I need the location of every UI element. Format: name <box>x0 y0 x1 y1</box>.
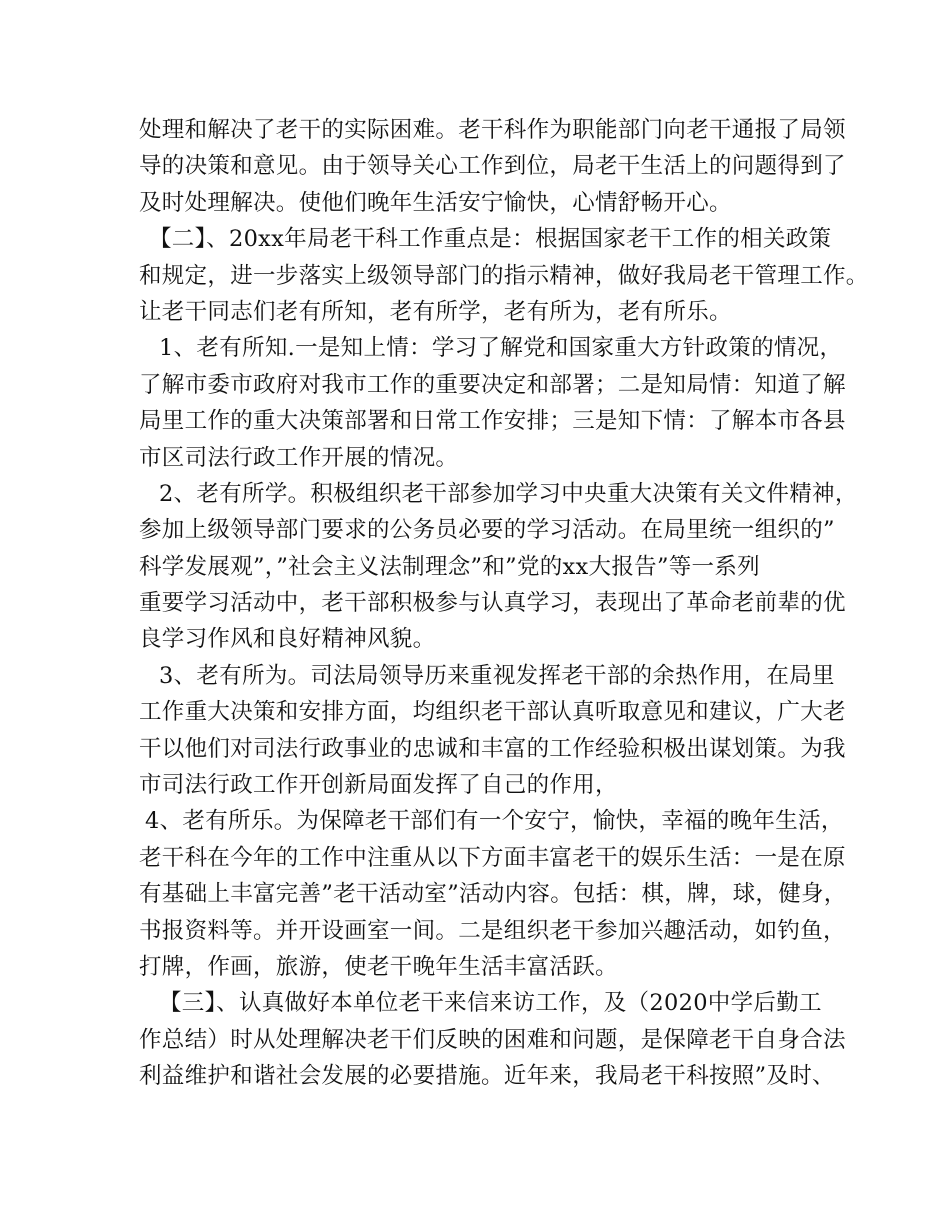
text-line: 老干科在今年的工作中注重从以下方面丰富老干的娱乐生活：一是在原 <box>139 844 846 871</box>
text-line: 干以他们对司法行政事业的忠诚和丰富的工作经验积极出谋划策。为我 <box>139 735 846 762</box>
list-item-line: 1、老有所知.一是知上情：学习了解党和国家重大方针政策的情况， <box>159 335 843 362</box>
text-line: 导的决策和意见。由于领导关心工作到位，局老干生活上的问题得到了 <box>139 153 846 180</box>
text-line: 工作重大决策和安排方面，均组织老干部认真听取意见和建议，广大老 <box>139 699 846 726</box>
list-item-line: 2、老有所学。积极组织老干部参加学习中央重大决策有关文件精神， <box>159 480 858 507</box>
text-line: 打牌，作画，旅游，使老干晚年生活丰富活跃。 <box>139 953 618 980</box>
text-line: 市司法行政工作开创新局面发挥了自己的作用， <box>139 772 618 799</box>
section-heading-line: 【二】、20xx年局老干科工作重点是：根据国家老干工作的相关政策 <box>149 226 832 253</box>
text-line: 利益维护和谐社会发展的必要措施。近年来，我局老干科按照”及时、 <box>139 1063 835 1090</box>
text-line: 局里工作的重大决策部署和日常工作安排；三是知下情：了解本市各县 <box>139 408 846 435</box>
section-heading-line: 【三】、认真做好本单位老干来信来访工作，及（2020中学后勤工 <box>159 990 822 1017</box>
text-line: 让老干同志们老有所知，老有所学，老有所为，老有所乐。 <box>139 298 732 325</box>
text-line: 市区司法行政工作开展的情况。 <box>139 444 459 471</box>
text-line: 良学习作风和良好精神风貌。 <box>139 626 436 653</box>
text-line: 作总结）时从处理解决老干们反映的困难和问题，是保障老干自身合法 <box>139 1026 846 1053</box>
text-line: 和规定，进一步落实上级领导部门的指示精神，做好我局老干管理工作。 <box>139 262 869 289</box>
list-item-line: 4、老有所乐。为保障老干部们有一个安宁，愉快，幸福的晚年生活， <box>145 808 844 835</box>
text-line: 书报资料等。并开设画室一间。二是组织老干参加兴趣活动，如钓鱼， <box>139 917 846 944</box>
text-line: 科学发展观”，”社会主义法制理念”和”党的xx大报告”等一系列 <box>139 553 760 580</box>
text-line: 了解市委市政府对我市工作的重要决定和部署；二是知局情：知道了解 <box>139 371 846 398</box>
list-item-line: 3、老有所为。司法局领导历来重视发挥老干部的余热作用，在局里 <box>159 662 835 689</box>
text-line: 有基础上丰富完善”老干活动室”活动内容。包括：棋，牌，球，健身， <box>139 881 847 908</box>
document-body <box>0 112 950 1095</box>
text-line: 处理和解决了老干的实际困难。老干科作为职能部门向老干通报了局领 <box>139 117 846 143</box>
text-line: 参加上级领导部门要求的公务员必要的学习活动。在局里统一组织的” <box>139 517 835 544</box>
text-line: 重要学习活动中，老干部积极参与认真学习，表现出了革命老前辈的优 <box>139 590 846 617</box>
text-line: 及时处理解决。使他们晚年生活安宁愉快，心情舒畅开心。 <box>139 189 732 216</box>
